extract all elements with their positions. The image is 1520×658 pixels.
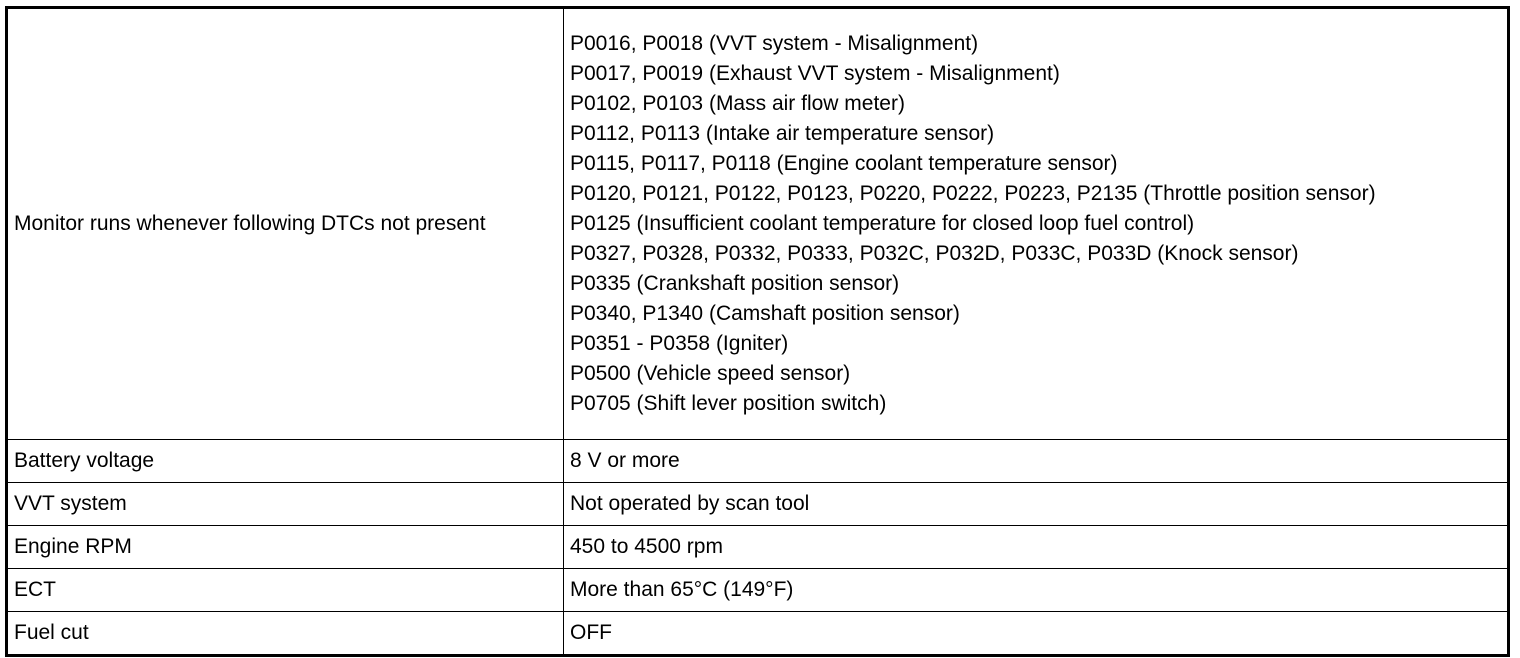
condition-label: Monitor runs whenever following DTCs not present [14, 212, 486, 235]
condition-label: VVT system [7, 483, 564, 526]
condition-cell [7, 8, 564, 440]
condition-value: Not operated by scan tool [564, 483, 1509, 526]
condition-label: Battery voltage [7, 440, 564, 483]
dtc-item: P0120, P0121, P0122, P0123, P0220, P0222, P0223, P2135 (Throttle position sensor) [570, 182, 1376, 205]
dtc-item: P0705 (Shift lever position switch) [570, 392, 887, 415]
condition-value: OFF [564, 612, 1509, 656]
dtc-list-cell [564, 8, 1509, 440]
dtc-item: P0102, P0103 (Mass air flow meter) [570, 92, 905, 115]
condition-label: ECT [7, 569, 564, 612]
dtc-item: P0327, P0328, P0332, P0333, P032C, P032D, P033C, P033D (Knock sensor) [570, 242, 1299, 265]
dtc-item: P0112, P0113 (Intake air temperature sensor) [570, 122, 995, 145]
dtc-item: P0335 (Crankshaft position sensor) [570, 272, 900, 295]
table-row [7, 8, 1509, 440]
condition-value: 450 to 4500 rpm [564, 526, 1509, 569]
table-row [7, 483, 1509, 526]
dtc-item: P0016, P0018 (VVT system - Misalignment) [570, 32, 979, 55]
condition-label: Fuel cut [7, 612, 564, 656]
dtc-item: P0351 - P0358 (Igniter) [570, 332, 789, 355]
monitor-conditions-table [5, 6, 1510, 657]
condition-value: 8 V or more [564, 440, 1509, 483]
dtc-item: P0017, P0019 (Exhaust VVT system - Misalignment) [570, 62, 1060, 85]
dtc-item: P0340, P1340 (Camshaft position sensor) [570, 302, 960, 325]
table-row [7, 440, 1509, 483]
dtc-item: P0500 (Vehicle speed sensor) [570, 362, 851, 385]
condition-value: More than 65°C (149°F) [564, 569, 1509, 612]
dtc-item: P0115, P0117, P0118 (Engine coolant temperature sensor) [570, 152, 1118, 175]
table-row [7, 526, 1509, 569]
dtc-item: P0125 (Insufficient coolant temperature for closed loop fuel control) [570, 212, 1195, 235]
condition-label: Engine RPM [7, 526, 564, 569]
table-row [7, 569, 1509, 612]
table-row [7, 612, 1509, 656]
